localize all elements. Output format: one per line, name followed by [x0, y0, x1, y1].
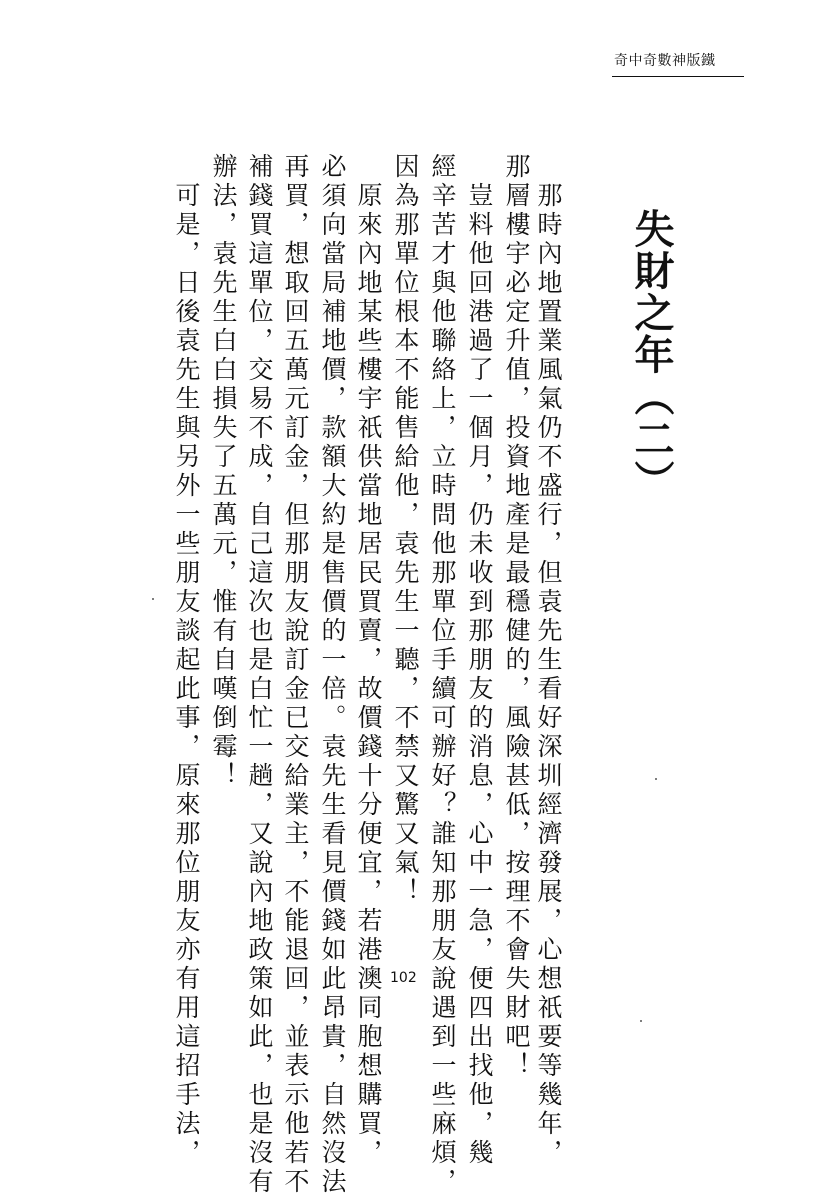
- text-column-7: 必須向當局補地價，款額大約是售價的一倍。袁先生看見價錢如此昂貴，自然沒法: [318, 153, 347, 1197]
- text-column-11: 可是，日後袁先生與另外一些朋友談起此事，原來那位朋友亦有用這招手法，: [172, 153, 201, 1168]
- text-column-3: 豈料他回港過了一個月，仍未收到那朋友的消息，心中一急，便四出找他，幾: [465, 153, 494, 1168]
- text-column-4: 經辛苦才與他聯絡上，立時問他那單位手續可辦好？誰知那朋友說遇到一些麻煩，: [428, 153, 457, 1197]
- text-column-1: 那時內地置業風氣仍不盛行，但袁先生看好深圳經濟發展，心想祇要等幾年，: [534, 153, 563, 1168]
- running-header: 奇中奇數神版鐵: [614, 53, 716, 69]
- scan-speck: [655, 778, 657, 780]
- scan-speck: [152, 598, 154, 600]
- text-column-9: 補錢買這單位，交易不成，自己這次也是白忙一趟，又說內地政策如此，也是沒有: [245, 153, 274, 1197]
- page-number: 102: [390, 970, 417, 986]
- text-column-2: 那層樓宇必定升值，投資地產是最穩健的，風險甚低，按理不會失財吧！: [502, 153, 531, 1081]
- chapter-title: 失財之年（二）: [628, 208, 674, 502]
- scan-speck: [640, 1020, 642, 1022]
- text-column-6: 原來內地某些樓宇祇供當地居民買賣，故價錢十分便宜，若港澳同胞想購買，: [354, 153, 383, 1168]
- header-rule: [612, 76, 744, 77]
- text-column-10: 辦法，袁先生白白損失了五萬元，惟有自嘆倒霉！: [209, 153, 238, 791]
- text-column-8: 再買，想取回五萬元訂金，但那朋友說訂金已交給業主，不能退回，並表示他若不: [281, 153, 310, 1197]
- text-column-5: 因為那單位根本不能售給他，袁先生一聽，不禁又驚又氣！: [391, 153, 420, 907]
